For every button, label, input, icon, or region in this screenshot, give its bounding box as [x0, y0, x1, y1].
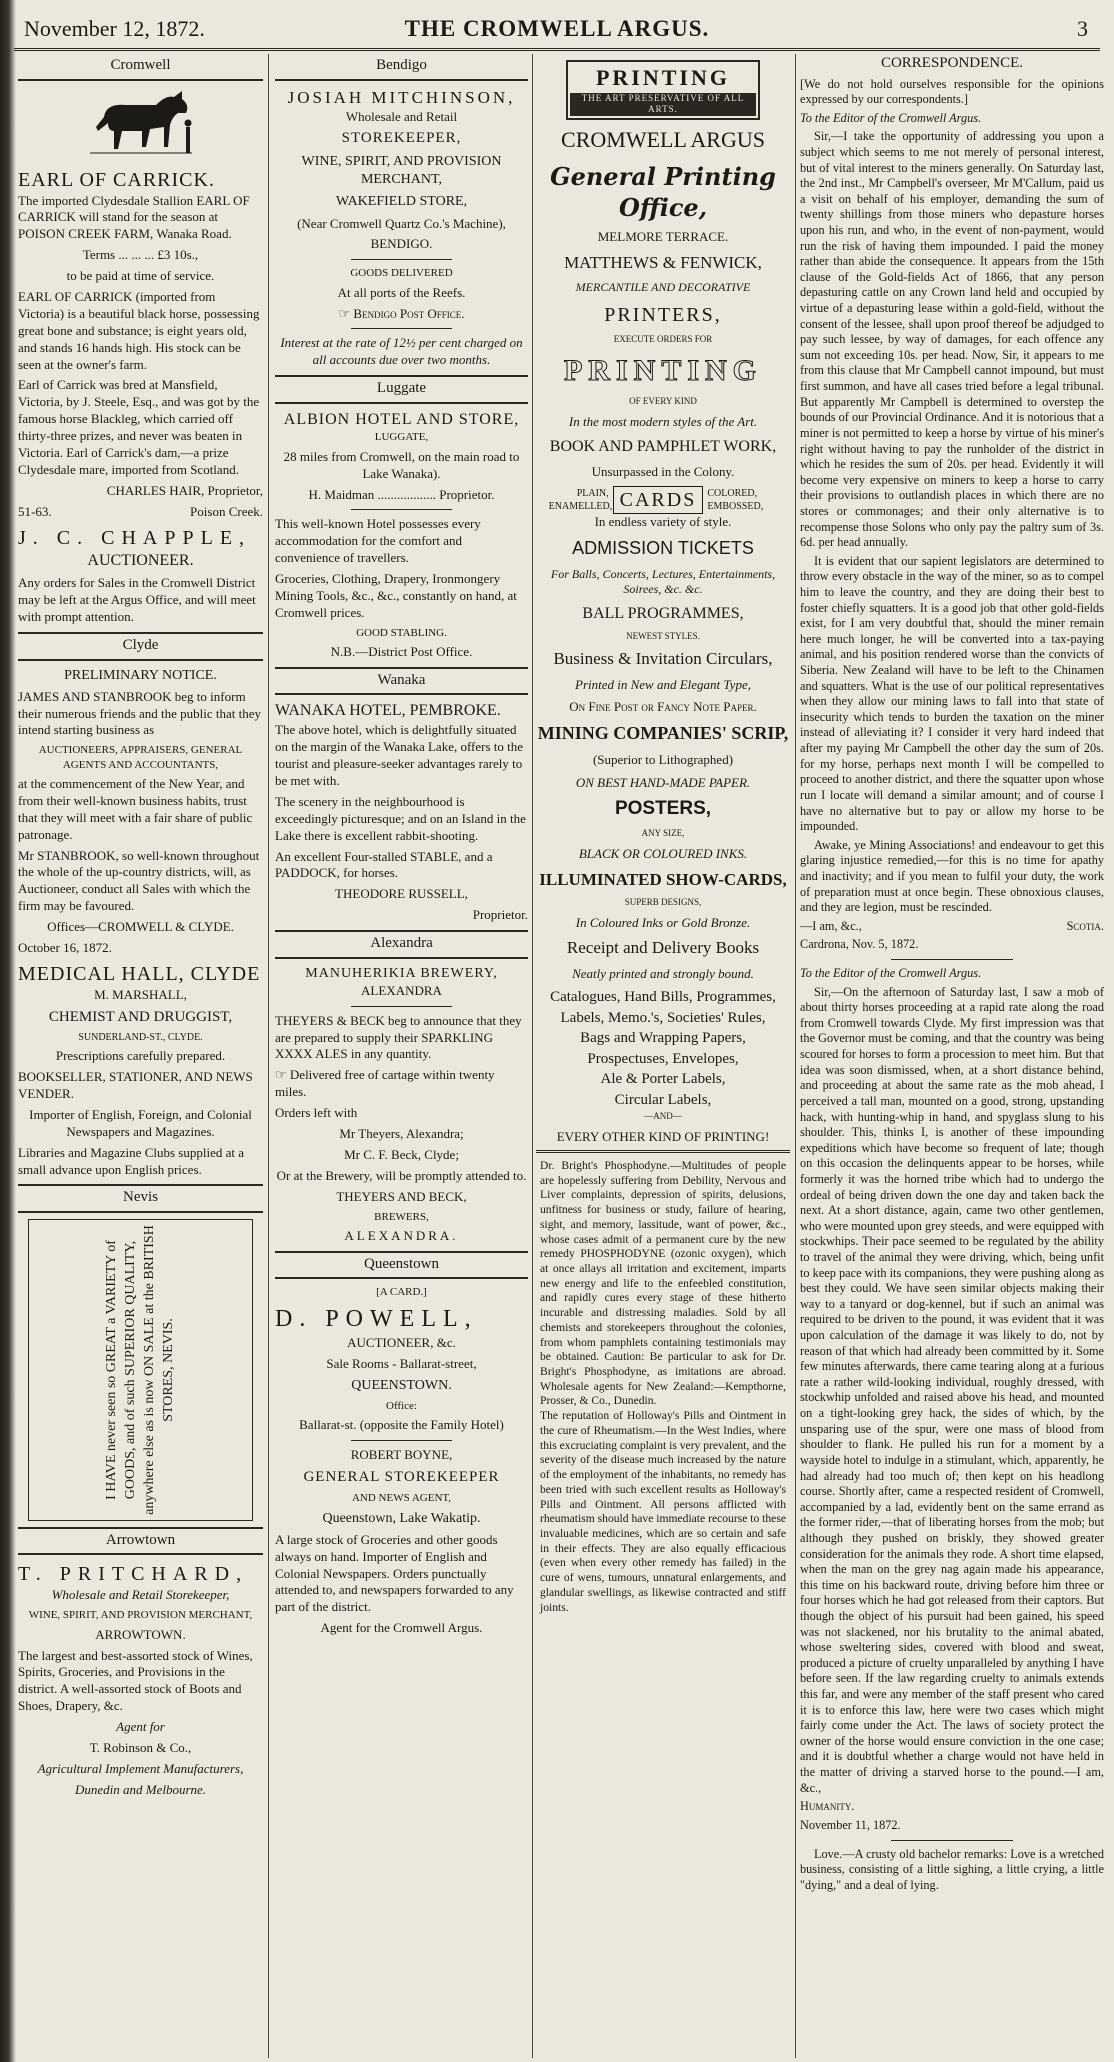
james-text-4: Mr STANBROOK, so well-known throughout the whole of the up-country districts, will, as Auctioneer, conduct all Sales with which the firm may be favoured. — [18, 847, 260, 914]
letter-2-author: Humanity. — [800, 1799, 855, 1814]
brewery-delivery-row — [275, 1067, 528, 1101]
section-heading-bendigo: Bendigo — [275, 54, 528, 81]
pritchard-agent: Agent for — [116, 1719, 165, 1735]
section-heading-queenstown: Queenstown — [275, 1251, 528, 1280]
column-4 — [800, 54, 1104, 2058]
wanaka-title: WANAKA HOTEL, PEMBROKE. — [275, 702, 501, 720]
matthews-fenwick: MATTHEWS & FENWICK, — [564, 252, 762, 272]
powell-rooms: Sale Rooms - Ballarat-street, — [326, 1355, 477, 1371]
catalogue-line-3: Bags and Wrapping Papers, — [580, 1030, 746, 1047]
letter-1-paragraph-2: It is evident that our sapient legislators are determined to throw every obstacle in the way of the miner, so as to compel him to leave the country, and they are doing their best to foster chiefly squatters. It is a good job that other gold-fields exist, for I am very doubtful that, should the miner remain here much longer, he will be converted into a tax-paying animal, and his position rendered worse than the convicts of Siberia. New Zealand will have to be left to the Chinamen and squatters. What is the use of our political representatives when they allow our mining laws to fall into that state of insecurity which tends to burden the taxation on the miner instead of alleviating it? I consider it very hard indeed that after my paying Mr Campbell the other day the sum of 20s. for my horse, perhaps next month I will be compelled to proceed to another district, and there the squatter upon whose run I locate will demand a similar amount; and of course I have no alternative but to pay or allow my horse to be impounded. — [800, 553, 1104, 834]
medical-name: M. MARSHALL, — [94, 986, 187, 1002]
admission-subtitle: For Balls, Concerts, Lectures, Entertainments, Soirees, &c. &c. — [550, 566, 776, 597]
brewery-text-1: THEYERS & BECK beg to announce that they are prepared to supply their SPARKLING XXXX ALES in any quantity. — [275, 1012, 522, 1062]
column-2 — [275, 54, 528, 2058]
jm-trade: WINE, SPIRIT, AND PROVISION MERCHANT, — [301, 153, 502, 188]
column-rule — [268, 54, 269, 2058]
brewery-signature-2: BREWERS, — [374, 1210, 429, 1223]
endless-variety: In endless variety of style. — [594, 514, 732, 530]
jm-reefs: At all ports of the Reefs. — [337, 284, 466, 300]
albion-stabling: GOOD STABLING. — [356, 626, 447, 639]
neatly-printed: Neatly printed and strongly bound. — [572, 965, 754, 981]
pritchard-trade: WINE, SPIRIT, AND PROVISION MERCHANT, — [28, 1609, 253, 1622]
jm-near: (Near Cromwell Quartz Co.'s Machine), — [297, 215, 506, 231]
catalogue-line-1: Catalogues, Hand Bills, Programmes, — [550, 989, 776, 1006]
brewery-signature: THEYERS AND BECK, — [336, 1188, 467, 1204]
jm-interest: Interest at the rate of 12½ per cent charged on all accounts due over two months. — [280, 335, 523, 368]
chapple-name: J. C. CHAPPLE, — [18, 526, 252, 549]
mining-scrip: MINING COMPANIES' SCRIP, — [537, 723, 789, 744]
albion-proprietor: H. Maidman .................. Proprietor. — [308, 486, 495, 502]
pointing-hand-icon: ☞ — [275, 1067, 287, 1083]
column-rule — [795, 54, 796, 2058]
divider — [351, 328, 452, 329]
wanaka-text-1: The above hotel, which is delightfully situated on the margin of the Wanaka Lake, offers to the tourist and pleasure-seeker advantages rarely to be met with. — [275, 722, 524, 788]
printing-banner — [566, 60, 760, 120]
section-heading-arrowtown: Arrowtown — [18, 1527, 263, 1556]
jm-wholesale: Wholesale and Retail — [345, 108, 458, 124]
earl-signature-row — [18, 504, 263, 521]
letter-1-paragraph-1: Sir,—I take the opportunity of addressing you upon a subject which seems to me not merely of personal interest, but of vital interest to the miners generally. On Saturday last, the 2nd inst., Mr Campbell's overseer, Mr M'Callum, paid us a visit on behalf of his employer, demanding the sum of twenty shillings from those miners who depasture horses upon his run, and who, in the event of non-payment, would run the risk of having them impounded. I paid the money rather than abide the consequence. It appears from the 15th clause of the Gold-fields Act of 1866, that any person depasturing cattle on any Crown land held and occupied by virtue of a depasturing lease within a gold-field, without the consent of the lessee, shall upon proof thereof be adjudged to pay such lessee, by way of damages, for each offence any sum not exceeding 10s. per head. Now, Sir, it appears to me from this clause that Mr Campbell cannot impound, but must first summon, and have all cases tried before a legal tribunal. But apparently Mr Campbell is determined to overstep the bounds of our Provincial Ordinance. And it is notorious that a miner is not permitted to keep a horse by virtue of his miner's right without having to pay the runholder of the district in which he resides the sum of 20s. per head. Evidently it will become very expensive on miners to keep a horse to carry their provisions to outlandish places in which there are no stores or commonages; and their only alternative is to recompense those Solons who only pay the paltry sum of 3s. 6d. per head annually. — [800, 129, 1104, 550]
unsurpassed: Unsurpassed in the Colony. — [591, 463, 735, 479]
medical-hall-title: MEDICAL HALL, CLYDE — [18, 962, 261, 985]
medical-role: CHEMIST AND DRUGGIST, — [48, 1008, 233, 1025]
holloway-advert: The reputation of Holloway's Pills and Ointment in the cure of Rheumatism.—In the West Indies, where this excruciating complaint is very prevalent, and the severity of the disease much increased by the nature of the employment of the inhabitants, no remedy has been tried with such excellent results as Holloway's Pills and Ointment. All persons afflicted with rheumatism should have immediate recourse to these invaluable medicines, which are so certain and safe in their effects. They are also equally efficacious (even when every other remedy has failed) in the cure of wens, tumours, unnatural enlargements, and glandular swellings, as likewise contracted and stiff joints. — [540, 1409, 786, 1614]
cards-colored: COLORED, EMBOSSED, — [707, 488, 764, 513]
modern-styles: In the most modern styles of the Art. — [568, 413, 758, 429]
printed-new-type: Printed in New and Elegant Type, — [575, 676, 751, 692]
brewery-text-5: Mr C. F. Beck, Clyde; — [344, 1146, 459, 1162]
correspondence-disclaimer: [We do not hold ourselves responsible for the opinions expressed by our correspondents.] — [800, 76, 1104, 107]
printing-banner-subtitle: THE ART PRESERVATIVE OF ALL ARTS. — [570, 93, 756, 116]
james-text-1: JAMES AND STANBROOK beg to inform their numerous friends and the public that they intend starting business as — [18, 688, 261, 738]
correspondence-heading: CORRESPONDENCE. — [880, 55, 1024, 71]
brewery-location: ALEXANDRA — [361, 982, 442, 998]
letter-1-date: Cardrona, Nov. 5, 1872. — [800, 937, 919, 952]
illuminated-show-cards: ILLUMINATED SHOW-CARDS, — [539, 869, 787, 889]
every-other-kind: EVERY OTHER KIND OF PRINTING! — [536, 1129, 790, 1153]
catalogue-line-6: Circular Labels, — [614, 1091, 712, 1108]
albion-distance: 28 miles from Cromwell, on the main road to Lake Wanaka). — [283, 448, 520, 481]
letter-1-salutation: To the Editor of the Cromwell Argus. — [800, 110, 982, 125]
general-printing-office: General Printing Office, — [550, 161, 776, 222]
wanaka-text-3: An excellent Four-stalled STABLE, and a PADDOCK, for horses. — [275, 848, 493, 881]
brewery-text-3: Orders left with — [275, 1105, 358, 1121]
pritchard-name: T. PRITCHARD, — [18, 1563, 249, 1586]
earl-signature-place: Poison Creek. — [190, 503, 263, 519]
ad-reference: 51-63. — [18, 503, 52, 519]
column-3 — [536, 54, 790, 2058]
brewery-text-6: Or at the Brewery, will be promptly attended to. — [276, 1167, 527, 1183]
jm-post-office-row — [275, 306, 528, 323]
printing-banner-title: PRINTING — [595, 65, 730, 90]
jm-town: BENDIGO. — [370, 236, 433, 252]
letter-1-sign: —I am, &c., — [800, 918, 862, 933]
pritchard-agent-3: Agricultural Implement Manufacturers, — [37, 1760, 244, 1776]
james-text-2: AUCTIONEERS, APPRAISERS, GENERAL AGENTS AND ACCOUNTANTS, — [38, 744, 243, 771]
boyne-agent-for: Agent for the Cromwell Argus. — [320, 1620, 483, 1636]
powell-address: Ballarat-st. (opposite the Family Hotel) — [299, 1417, 504, 1432]
argus-heading: CROMWELL ARGUS — [561, 126, 765, 152]
section-heading-cromwell: Cromwell — [18, 54, 263, 81]
jm-storekeeper: STOREKEEPER, — [341, 130, 462, 147]
admission-tickets: ADMISSION TICKETS — [572, 538, 754, 559]
cards-heading: CARDS — [613, 486, 704, 514]
issue-date: November 12, 1872. — [24, 16, 205, 41]
divider — [351, 259, 452, 260]
preliminary-notice: PRELIMINARY NOTICE. — [64, 667, 217, 683]
chapple-text: Any orders for Sales in the Cromwell District may be left at the Argus Office, and will meet with prompt attention. — [18, 575, 256, 625]
albion-text-1: This well-known Hotel possesses every accommodation for the comfort and convenience of travellers. — [275, 516, 481, 566]
printing-ornamental: PRINTING — [563, 354, 762, 388]
josiah-name: JOSIAH MITCHINSON, — [287, 87, 516, 107]
section-heading-luggate: Luggate — [275, 375, 528, 404]
medical-prescriptions: Prescriptions carefully prepared. — [55, 1048, 226, 1064]
chapple-role: AUCTIONEER. — [87, 551, 194, 569]
divider — [891, 959, 1013, 960]
section-heading-alexandra: Alexandra — [275, 930, 528, 959]
medical-importer: Importer of English, Foreign, and Colonial Newspapers and Magazines. — [29, 1106, 252, 1139]
earl-of-carrick-title: EARL OF CARRICK. — [18, 168, 215, 191]
column-rule — [532, 54, 533, 2058]
cards-row — [536, 486, 790, 514]
newspaper-title: THE CROMWELL ARGUS. — [404, 16, 710, 41]
pritchard-agent-4: Dunedin and Melbourne. — [74, 1781, 207, 1797]
pritchard-town: ARROWTOWN. — [95, 1626, 186, 1642]
pritchard-role: Wholesale and Retail Storekeeper, — [51, 1587, 230, 1603]
section-heading-clyde: Clyde — [18, 632, 263, 661]
hand-made-paper: ON BEST HAND-MADE PAPER. — [575, 774, 751, 790]
and-separator: —AND— — [644, 1111, 682, 1122]
divider — [351, 1440, 452, 1441]
medical-address: SUNDERLAND-ST., CLYDE. — [78, 1032, 203, 1044]
book-pamphlet: BOOK AND PAMPHLET WORK, — [549, 437, 777, 455]
newest-styles: NEWEST STYLES. — [626, 630, 700, 641]
wanaka-signature: THEODORE RUSSELL, — [335, 886, 468, 902]
brewery-text-4: Mr Theyers, Alexandra; — [339, 1126, 464, 1141]
powell-office: Office: — [386, 1399, 417, 1412]
albion-note: N.B.—District Post Office. — [330, 644, 473, 660]
gold-bronze: In Coloured Inks or Gold Bronze. — [575, 914, 751, 930]
fine-post: On Fine Post or Fancy Note Paper. — [569, 699, 757, 715]
albion-text-2: Groceries, Clothing, Drapery, Ironmongery Mining Tools, &c., &c., constantly on hand, at Cromwell prices. — [275, 571, 517, 620]
james-text-3: at the commencement of the New Year, and from their well-known business habits, trust that they will meet with a fair share of public patronage. — [18, 775, 253, 842]
horse-icon — [86, 87, 196, 163]
any-size: ANY SIZE, — [641, 828, 685, 839]
phosphodyne-advert: Dr. Bright's Phosphodyne.—Multitudes of people are hopelessly suffering from Debility, Nervous and Liver complaints, depression of spirits, delusions, unfitness for business or study, failure of hearing, sight, and memory, lassitude, want of power, &c., whose cases admit of a permanent cure by the new remedy PHOSPHODYNE (ozonic oxygen), which at once allays all irritation and excitement, imparts new energy and life to the enfeebled constitution, and rapidly cures every stage of these hitherto incurable and distressing maladies. Sold by all chemists and storekeepers throughout the colonies, from whom pamphlets containing testimonials may be obtained. Caution: Be particular to ask for Dr. Bright's Phosphodyne, as imitations are abroad. Wholesale agents for New Zealand:—Kempthorne, Prosser, & Co., Dunedin. — [540, 1158, 786, 1408]
james-date: October 16, 1872. — [18, 939, 112, 955]
nevis-advert-box — [28, 1219, 253, 1521]
cards-plain: PLAIN, ENAMELLED, — [548, 488, 613, 513]
earl-text-2: EARL OF CARRICK (imported from Victoria) is a beautiful black horse, possessing great bone and substance; is eight years old, and stands 16 hands high. His stock can be seen at the owner's farm. — [18, 288, 260, 372]
boyne-text: A large stock of Groceries and other goods always on hand. Importer of English and Colonial Newspapers. Orders punctually attended to, and newspapers forwarded to any part of the district. — [275, 1531, 514, 1615]
earl-text-1: The imported Clydesdale Stallion EARL OF CARRICK will stand for the season at POISON CREEK FARM, Wanaka Road. — [18, 192, 250, 242]
ball-programmes: BALL PROGRAMMES, — [582, 604, 744, 622]
divider — [891, 1840, 1013, 1841]
love-paragraph: Love.—A crusty old bachelor remarks: Love is a wretched business, consisting of a little sighing, a little crying, a little "dying," and a deal of lying. — [800, 1846, 1104, 1892]
letter-1-paragraph-3: Awake, ye Mining Associations! and endeavour to get this glaring injustice remedied,—for this is no time for apathy and inactivity; and if you mean to fulfil your duty, the work of preparation must at once begin. These obnoxious clauses, and they are legion, must be rescinded. — [800, 837, 1104, 915]
earl-terms-2: to be paid at time of service. — [66, 268, 215, 284]
divider — [351, 509, 452, 510]
section-heading-wanaka: Wanaka — [275, 667, 528, 696]
pritchard-text: The largest and best-assorted stock of Wines, Spirits, Groceries, and Provisions in the district. A well-assorted stock of Boots and Shoes, Drapery, &c. — [18, 1647, 253, 1714]
powell-role: AUCTIONEER, &c. — [347, 1334, 456, 1350]
catalogue-line-2: Labels, Memo.'s, Societies' Rules, — [560, 1009, 766, 1026]
earl-signature: CHARLES HAIR, Proprietor, — [106, 482, 263, 498]
mercantile-decorative: MERCANTILE AND DECORATIVE — [575, 279, 751, 294]
printers-heading: PRINTERS, — [604, 303, 722, 326]
brewery-text-2: Delivered free of cartage within twenty miles. — [275, 1067, 495, 1100]
masthead — [14, 10, 1100, 51]
boyne-name: ROBERT BOYNE, — [350, 1446, 453, 1462]
letter-2-date: November 11, 1872. — [800, 1817, 901, 1832]
execute-orders: EXECUTE ORDERS FOR — [613, 333, 713, 344]
section-heading-nevis: Nevis — [18, 1184, 263, 1213]
divider — [351, 1006, 452, 1007]
superior-litho: (Superior to Lithographed) — [592, 751, 734, 767]
of-every-kind: OF EVERY KIND — [629, 396, 697, 407]
powell-card: [A CARD.] — [376, 1286, 427, 1299]
albion-title: ALBION HOTEL AND STORE, — [283, 410, 520, 428]
letter-2-salutation: To the Editor of the Cromwell Argus. — [800, 966, 982, 981]
black-inks: BLACK OR COLOURED INKS. — [578, 845, 748, 861]
pointing-hand-icon: ☞ — [338, 305, 351, 321]
nevis-advert-text: I HAVE never seen so GREAT a VARIETY of GOODS, and of such SUPERIOR QUALITY, anywhere else as is now ON SALE at the BRITISH STORES, NEVIS. — [103, 1225, 176, 1515]
business-circulars: Business & Invitation Circulars, — [553, 649, 773, 669]
page-number: 3 — [1077, 16, 1088, 41]
boyne-role: GENERAL STOREKEEPER — [303, 1468, 500, 1485]
pritchard-agent-2: T. Robinson & Co., — [89, 1740, 192, 1756]
catalogue-line-4: Prospectuses, Envelopes, — [587, 1050, 739, 1067]
jm-goods: GOODS DELIVERED — [350, 267, 453, 280]
powell-name: D. POWELL, — [275, 1305, 478, 1332]
letter-1-signoff — [800, 919, 1104, 935]
james-offices: Offices—CROMWELL & CLYDE. — [47, 919, 234, 935]
medical-bookseller: BOOKSELLER, STATIONER, AND NEWS VENDER. — [18, 1069, 253, 1102]
boyne-news-agent: AND NEWS AGENT, — [351, 1492, 452, 1505]
posters: POSTERS, — [614, 798, 712, 820]
melmore-terrace: MELMORE TERRACE. — [597, 228, 729, 244]
powell-town: QUEENSTOWN. — [351, 1377, 452, 1393]
letter-2-paragraph-1: Sir,—On the afternoon of Saturday last, I saw a mob of about thirty horses proceeding at a rapid rate along the road from Cromwell towards Clyde. My first impression was that the Governor must be coming, and that the country was being scoured for horses to form a procession to meet him. But that idea was soon dismissed, when, at a short distance behind, and proceeding at about the same rate as the mob ahead, I perceived a tall man, mounted on a good, strong, upstanding hack, with hunting-whip in hand, and spyglass slung to his shoulder. This, thinks I, is another of these impounding expeditions which have become so frequent of late; though on this occasion the delinquents appear to be horses, while formerly it was the horned tribe which had to undergo the ordeal of being driven down the one day and taken back the next. At a short distance, again, came two other gentlemen, who were mounted upon grey steeds, and were equipped with stockwhips. Their pace seemed to be regulated by the ability to travel of the animal they were driving, which, being unfit to keep pace with its companions, they were pushing along as best they could. We have seen similar objects making their way to a tanyard or dog-kennel, but if such an animal was required to be driven to the pound, it was evident that it was upon calculation of the damage it was likely to do, not by reason of that which had already been committed by it. Some few minutes afterwards, there came tearing along at a furious rate a rather wild-looking individual, roughly dressed, with stockwhip unfolded and raised above his head, and mounted on a tight-looking grey hack, the sides of which, by the unsparing use of the spur, were one mass of blood from shoulder to flank. He pulled his run for a moment by a wayside hotel to indulge in a stimulant, which, apparently, he had already had too much of; then kept on his headlong course. Shortly after, came a respected resident of Cromwell, accompanied by a lad, evidently bent on the same errand as the former rider,—that of liberating horses from the mob; but although they pushed on briskly, they showed greater consideration for the animals they rode. A short time elapsed, when the man on the grey nag again made his appearance, this time on his backward route, driving before him three or four horses which he had got released from their captors. But though the object of his pursuit had been gained, his speed was not slackened, nor his brutality to the animal abated, whose sweltering sides, covered with blood and sweat, produced a picture of cruelty unparalleled by anything I have before seen. If the law regarding cruelty to animals extends this far, and were any member of the staff present who cared it is to enforce this law, here were two cases which might fairly come under the Act. The laws of society protect the owner of the horse would ensure conviction in the one case; and it is doubtful whether a charge would not have held in the matter of driving a starved horse to the pound.—I am, &c., — [800, 984, 1104, 1795]
boyne-town: Queenstown, Lake Wakatip. — [322, 1510, 481, 1526]
wanaka-signature-2: Proprietor. — [472, 907, 528, 923]
earl-terms: Terms ... ... ... £3 10s., — [82, 247, 199, 263]
letter-1-author: Scotia. — [1066, 918, 1104, 933]
earl-text-3: Earl of Carrick was bred at Mansfield, Victoria, by J. Steele, Esq., and was got by the famous horse Blackleg, which carried off thirty-three prizes, and never was beaten in Victoria. Earl of Carrick's dam,—a prize Clydesdale mare, imported from Scotland. — [18, 377, 260, 477]
catalogue-line-5: Ale & Porter Labels, — [600, 1071, 726, 1088]
jm-wakefield: WAKEFIELD STORE, — [335, 194, 468, 210]
jm-post-office: Bendigo Post Office. — [353, 305, 465, 321]
wanaka-text-2: The scenery in the neighbourhood is exceedingly picturesque; and on an Island in the Lake there is excellent rabbit-shooting. — [275, 793, 526, 843]
medical-libraries: Libraries and Magazine Clubs supplied at a small advance upon English prices. — [18, 1144, 244, 1177]
brewery-title: MANUHERIKIA BREWERY, — [305, 965, 498, 981]
albion-location: LUGGATE, — [374, 431, 429, 444]
brewery-signature-3: ALEXANDRA. — [344, 1227, 459, 1243]
page-binding-shadow — [0, 0, 16, 2062]
column-1 — [18, 54, 263, 2058]
receipt-books: Receipt and Delivery Books — [566, 938, 760, 958]
superb-designs: SUPERB DESIGNS, — [624, 896, 702, 907]
